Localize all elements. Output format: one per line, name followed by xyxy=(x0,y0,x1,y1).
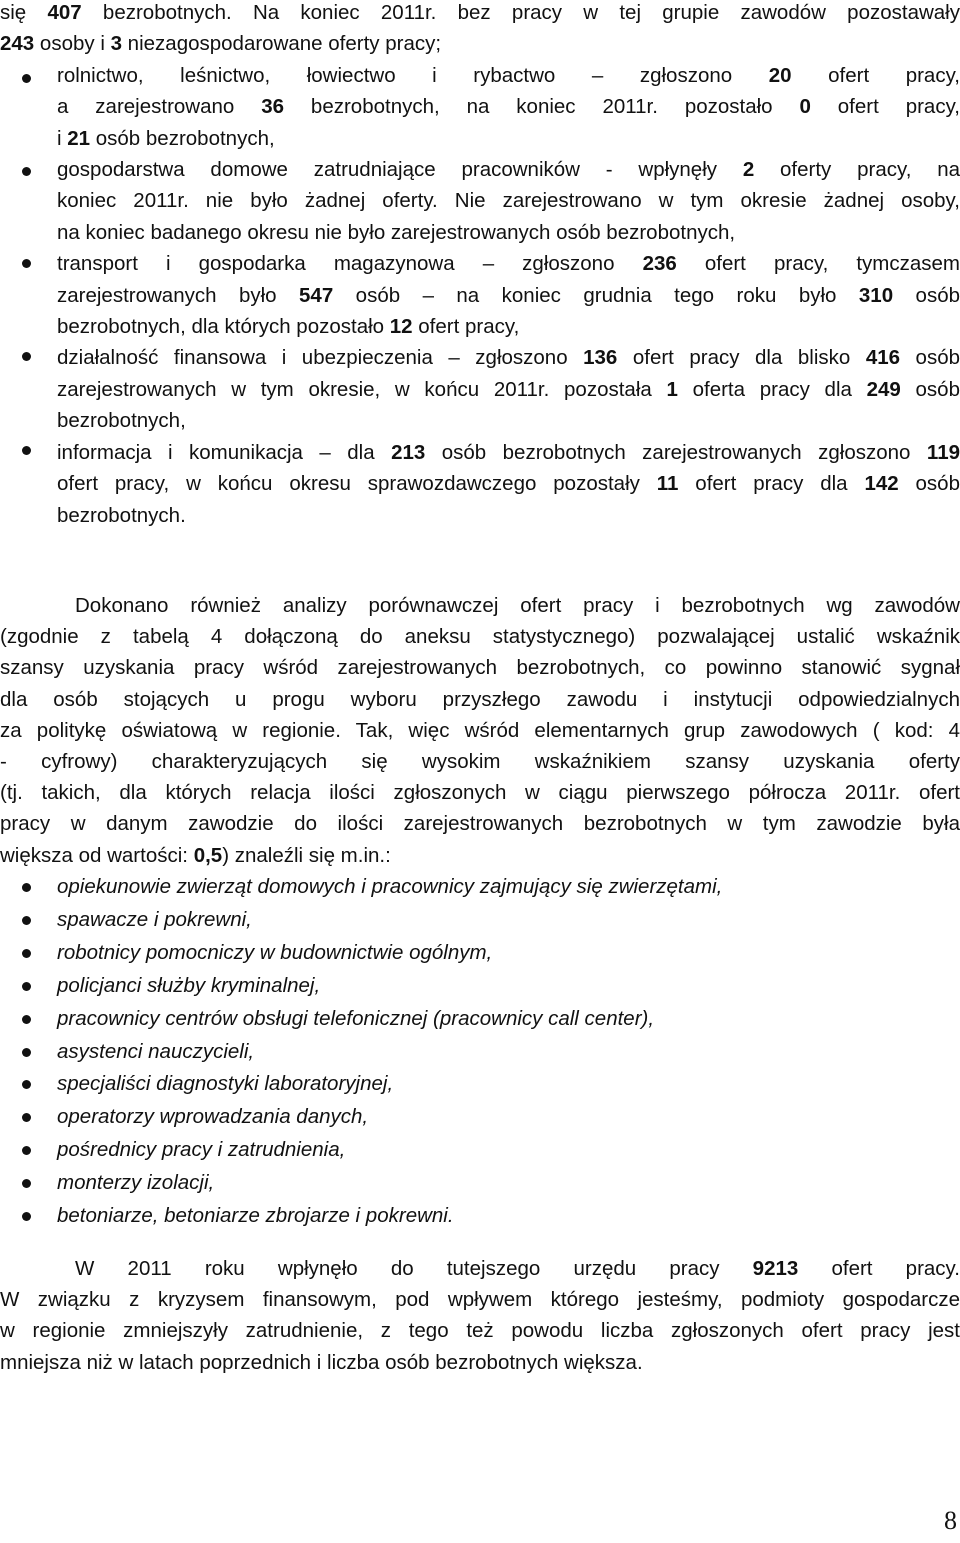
text-line xyxy=(0,468,960,499)
bullet-icon xyxy=(22,259,31,268)
bullet-icon xyxy=(22,167,31,176)
text-span: działalność finansowa i ubezpieczenia – zgłoszono xyxy=(57,346,584,370)
text-span: transport i gospodarka magazynowa – zgłoszono xyxy=(57,252,643,276)
text-span: i xyxy=(57,126,68,150)
text-span: się xyxy=(0,1,48,24)
text-line xyxy=(0,60,960,91)
text-line xyxy=(0,374,960,405)
text-span: osób xyxy=(893,283,960,307)
page-number: 8 xyxy=(944,1506,957,1535)
text-span: ofert pracy, xyxy=(791,63,960,87)
text-span: osób xyxy=(898,472,960,496)
text-line xyxy=(0,217,960,248)
figure: 142 xyxy=(864,472,899,496)
text-span: zarejestrowanych w tym okresie, w końcu 2011r. pozostała xyxy=(57,377,667,401)
text-span: Dokonano również analizy porównawczej ofert pracy i bezrobotnych wg zawodów xyxy=(75,594,960,617)
text-line xyxy=(0,746,960,777)
text-span: koniec 2011r. nie było żadnej oferty. xyxy=(57,189,455,213)
text-span: bezrobotnych. Na koniec 2011r. bez pracy w tej grupie zawodów pozostawały xyxy=(81,1,960,24)
text-line xyxy=(0,437,960,468)
text-line xyxy=(0,91,960,122)
text-span: osób – na koniec grudnia tego roku było xyxy=(333,283,859,307)
figure: 0,5 xyxy=(193,843,223,867)
text-span: ) znaleźli się m.in.: xyxy=(222,843,391,867)
text-line xyxy=(0,311,960,342)
figure: 310 xyxy=(858,283,894,307)
occupation-list xyxy=(0,871,960,1233)
list-item: asystenci nauczycieli, xyxy=(0,1036,960,1069)
text-span: zarejestrowanych było xyxy=(57,283,300,307)
text-line xyxy=(0,684,960,715)
list-item: policjanci służby kryminalnej, xyxy=(0,970,960,1003)
text-span: bezrobotnych, xyxy=(57,409,186,433)
text-span: mniejsza niż w latach poprzednich i liczba osób bezrobotnych większa. xyxy=(0,1350,643,1374)
text-span: Nie zarejestrowano w tym okresie żadnej osoby, xyxy=(454,189,960,213)
figure: 11 xyxy=(656,472,679,496)
list-item: robotnicy pomocniczy w budownictwie ogólnym, xyxy=(0,937,960,970)
text-span: informacja i komunikacja – dla xyxy=(57,440,392,464)
list-item: spawacze i pokrewni, xyxy=(0,904,960,937)
figure: 119 xyxy=(926,440,960,464)
text-span: ofert pracy, xyxy=(810,95,960,119)
figure: 0 xyxy=(799,95,811,119)
text-line xyxy=(0,185,960,216)
text-line xyxy=(0,154,960,185)
text-span: na koniec badanego okresu nie było zarejestrowanych osób bezrobotnych, xyxy=(57,220,736,244)
text-line xyxy=(0,248,960,279)
text-span: ofert pracy, xyxy=(412,315,520,339)
list-item: opiekunowie zwierząt domowych i pracownicy zajmujący się zwierzętami, xyxy=(0,871,960,904)
text-span: ofert pracy. xyxy=(798,1257,960,1280)
text-span: - cyfrowy) charakteryzujących się wysokim wskaźnikiem szansy uzyskania oferty xyxy=(0,750,960,774)
analysis-paragraph xyxy=(0,590,960,871)
list-item: monterzy izolacji, xyxy=(0,1167,960,1200)
text-span: niezagospodarowane oferty pracy; xyxy=(121,32,442,56)
text-span: oferta pracy dla xyxy=(677,377,867,401)
list-item: specjaliści diagnostyki laboratoryjnej, xyxy=(0,1068,960,1101)
text-span: osób bezrobotnych, xyxy=(90,126,275,150)
figure: 243 xyxy=(0,32,35,56)
text-line xyxy=(0,715,960,746)
text-line xyxy=(0,280,960,311)
text-line xyxy=(0,28,960,59)
text-line xyxy=(0,1347,960,1378)
figure: 547 xyxy=(299,283,334,307)
text-span: W związku z kryzysem finansowym, pod wpływem którego jesteśmy, podmioty gospodarcze xyxy=(0,1288,960,1312)
bullet-icon xyxy=(22,74,31,83)
figure: 20 xyxy=(768,63,792,87)
bullet-icon xyxy=(22,352,31,361)
figure: 9213 xyxy=(752,1257,799,1280)
text-span: W 2011 roku wpłynęło do tutejszego urzędu pracy xyxy=(75,1257,753,1280)
text-line xyxy=(0,652,960,683)
figure: 21 xyxy=(67,126,91,150)
text-span: ofert pracy, w końcu okresu sprawozdawczego pozostały xyxy=(57,472,657,496)
figure: 236 xyxy=(642,252,677,276)
text-span: (tj. takich, dla których relacja ilości zgłoszonych w ciągu pierwszego półrocza 2011r. ofert xyxy=(0,781,960,805)
text-span: osoby i xyxy=(34,32,111,56)
text-line xyxy=(0,1284,960,1315)
figure: 249 xyxy=(866,377,901,401)
text-span: dla osób stojących u progu wyboru przyszłego zawodu i instytucji odpowiedzialnych xyxy=(0,687,960,711)
text-span: (zgodnie z tabelą 4 dołączoną do aneksu statystycznego) pozwalającej ustalić wskaźnik xyxy=(0,625,960,649)
text-span: za politykę oświatową w regionie. Tak, więc wśród elementarnych grup zawodowych ( kod: 4 xyxy=(0,718,960,742)
text-line xyxy=(0,808,960,839)
text-span: pracy w danym zawodzie do ilości zarejestrowanych bezrobotnych w tym zawodzie była xyxy=(0,812,960,836)
figure: 12 xyxy=(389,315,413,339)
text-span: a zarejestrowano xyxy=(57,95,262,119)
text-line xyxy=(0,777,960,808)
figure: 416 xyxy=(865,346,901,370)
text-span: osób xyxy=(900,377,960,401)
list-item: pośrednicy pracy i zatrudnienia, xyxy=(0,1134,960,1167)
figure: 213 xyxy=(391,440,426,464)
list-item: operatorzy wprowadzania danych, xyxy=(0,1101,960,1134)
list-item: pracownicy centrów obsługi telefonicznej (pracownicy call center), xyxy=(0,1003,960,1036)
text-span: bezrobotnych, dla których pozostało xyxy=(57,315,390,339)
text-span: ofert pracy dla blisko xyxy=(617,346,866,370)
offers-paragraph xyxy=(0,1253,960,1378)
text-span: osób xyxy=(900,346,960,370)
text-line xyxy=(0,405,960,436)
text-line xyxy=(0,1253,960,1284)
figure: 136 xyxy=(583,346,618,370)
text-line xyxy=(0,500,960,531)
text-span: bezrobotnych, na koniec 2011r. pozostało xyxy=(284,95,800,119)
text-span: bezrobotnych. xyxy=(57,503,186,527)
text-span: szansy uzyskania pracy wśród zarejestrowanych bezrobotnych, co powinno stanowić sygnał xyxy=(0,656,960,680)
text-line xyxy=(0,590,960,621)
text-span: większa od wartości: xyxy=(0,843,194,867)
text-line xyxy=(0,840,960,871)
figure: 2 xyxy=(742,158,755,182)
text-span: ofert pracy dla xyxy=(678,472,865,496)
text-span: rolnictwo, leśnictwo, łowiectwo i rybactwo – zgłoszono xyxy=(57,63,769,87)
unemployment-by-sector xyxy=(0,0,960,531)
text-span: w regionie zmniejszyły zatrudnienie, z tego też powodu liczba zgłoszonych ofert pracy jest xyxy=(0,1319,960,1343)
text-line xyxy=(0,621,960,652)
text-span: oferty pracy, na xyxy=(754,158,960,182)
figure: 36 xyxy=(261,95,285,119)
list-item: betoniarze, betoniarze zbrojarze i pokrewni. xyxy=(0,1200,960,1233)
bullet-icon xyxy=(22,446,31,455)
text-line xyxy=(0,342,960,373)
figure: 407 xyxy=(47,1,82,24)
text-line xyxy=(0,0,960,28)
text-line xyxy=(0,123,960,154)
text-span: osób bezrobotnych zarejestrowanych zgłoszono xyxy=(425,440,927,464)
text-span: ofert pracy, tymczasem xyxy=(676,252,960,276)
text-span: gospodarstwa domowe zatrudniające pracowników - wpłynęły xyxy=(57,158,743,182)
figure: 1 xyxy=(666,377,678,401)
text-line xyxy=(0,1315,960,1346)
figure: 3 xyxy=(110,32,122,56)
